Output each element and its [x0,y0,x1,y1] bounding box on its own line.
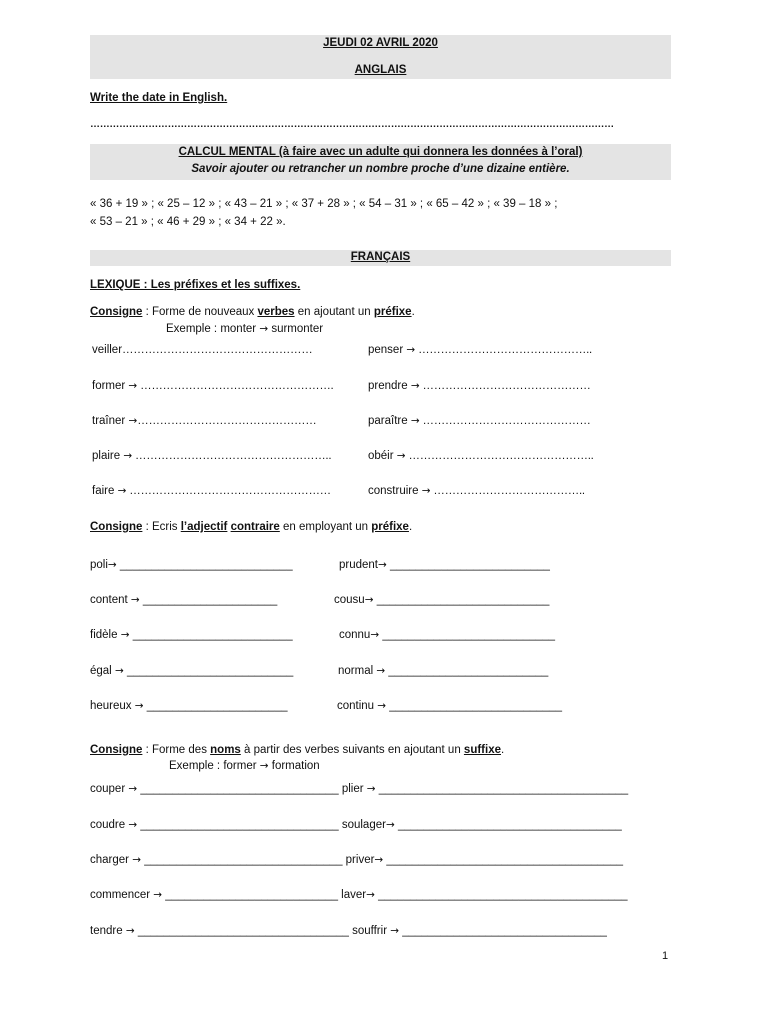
word: paraître [368,415,411,427]
word: heureux [90,700,135,712]
answer-dots: ………………………………………….. [405,450,594,462]
consigne-3 [90,744,504,756]
arrow-icon: → [364,594,374,606]
keyword-prefixe: préfixe [373,306,412,318]
consigne-1 [90,306,415,318]
exercise-row [92,485,331,497]
answer-dots: ………………………………………… [137,415,317,427]
arrow-icon: → [114,665,124,677]
word: cousu [334,594,365,606]
keyword-suffixe: suffixe [463,744,501,756]
exercise-row [92,450,331,462]
exercise-row [92,415,316,427]
keyword-contraire: contraire [230,521,280,533]
word: content [90,594,131,606]
calcul-line-1: « 36 + 19 » ; « 25 – 12 » ; « 43 – 21 » ; « 37 + 28 » ; « 54 – 31 » ; « 65 – 42 » ; « 39 – 18 » ; [90,198,558,210]
arrow-icon: → [128,819,138,831]
answer-line: _______________________________ [137,783,339,795]
answer-dots: ……………………………………………… [126,485,331,497]
arrow-icon: → [366,783,376,795]
arrow-icon: → [410,380,420,392]
answer-line: _________________________ [385,665,549,677]
consigne-text: . [501,744,505,756]
arrow-icon: → [125,925,135,937]
answer-line: _______________________________ [141,854,343,866]
english-answer-line: ……………………………………………………………………………………………………………………………………………… [90,119,614,130]
word: traîner [92,415,129,427]
answer-line: ______________________ [143,700,288,712]
consigne-label: Consigne [90,744,143,756]
example-text: Exemple : monter [166,323,260,335]
exercise-row [90,889,628,901]
arrow-icon: → [370,629,380,641]
answer-line: _____________________________________ [383,854,624,866]
word: normal [338,665,377,677]
calcul-subtitle: Savoir ajouter ou retrancher un nombre proche d’une dizaine entière. [191,163,570,175]
word: plier [338,783,367,795]
answer-line: _______________________________ [137,819,339,831]
exercise-row [338,665,548,677]
consigne-2 [90,521,412,533]
word: laver [337,889,367,901]
calcul-line-2: « 53 – 21 » ; « 46 + 29 » ; « 34 + 22 ». [90,216,286,228]
word: prudent [339,559,379,571]
word: souffrir [348,925,391,937]
arrow-icon: → [134,700,144,712]
answer-line: _____________________ [139,594,278,606]
consigne-text: : Forme de nouveaux [142,306,258,318]
answer-line: _______________________________________ [374,889,628,901]
arrow-icon: → [128,380,138,392]
english-instruction: Write the date in English. [90,92,228,104]
arrow-icon: → [117,485,127,497]
arrow-icon: → [396,450,406,462]
word: fidèle [90,629,121,641]
keyword-adjectif: l’adjectif [180,521,228,533]
answer-line: ___________________________________ [394,819,622,831]
answer-dots: …………………………………………… [122,344,313,356]
arrow-icon: → [377,700,387,712]
word: charger [90,854,133,866]
answer-dots: ……………………………………………. [137,380,334,392]
exercise-row [92,344,312,356]
exercise-row [90,559,293,571]
exercise-row [92,380,333,392]
lexique-title: LEXIQUE : Les préfixes et les suffixes. [90,279,301,291]
exercise-row [90,700,287,712]
word: obéir [368,450,397,462]
consigne-label: Consigne [90,306,143,318]
arrow-icon: → [128,415,138,427]
answer-line: _________________________ [386,559,550,571]
consigne-text: . [408,521,413,533]
word: couper [90,783,129,795]
exercise-row [90,629,293,641]
answer-line: ___________________________ [116,559,293,571]
answer-line: ________________________________ [399,925,607,937]
answer-line: __________________________ [123,665,294,677]
keyword-prefixe: préfixe [371,521,409,533]
example-text: formation [268,760,320,772]
arrow-icon: → [406,344,416,356]
word: penser [368,344,407,356]
answer-dots: …………………………………………….. [132,450,332,462]
answer-dots: ……………………………………… [419,380,591,392]
answer-line: ___________________________ [162,889,338,901]
exercise-row [368,344,592,356]
arrow-icon: → [259,323,269,335]
arrow-icon: → [366,889,375,901]
answer-dots: ………………………………….. [430,485,585,497]
consigne-text: à partir des verbes suivants en ajoutant un [240,744,464,756]
word: priver [342,854,375,866]
arrow-icon: → [259,760,269,772]
keyword-verbes: verbes [257,306,295,318]
exercise-row [339,629,555,641]
exercise-row [368,485,585,497]
exercise-row [337,700,562,712]
word: poli [90,559,108,571]
calcul-title: CALCUL MENTAL (à faire avec un adulte qui donnera les données à l’oral) [178,146,583,158]
word: commencer [90,889,154,901]
arrow-icon: → [123,450,133,462]
answer-line: _________________________ [129,629,293,641]
word: faire [92,485,118,497]
answer-dots: ……………………………………….. [415,344,592,356]
word: plaire [92,450,124,462]
exercise-row [90,925,607,937]
answer-line: ___________________________ [386,700,562,712]
word: veiller [92,344,123,356]
consigne-text: : Forme des [142,744,211,756]
example-text: Exemple : former [169,760,260,772]
arrow-icon: → [153,889,163,901]
arrow-icon: → [120,629,130,641]
arrow-icon: → [421,485,431,497]
word: égal [90,665,115,677]
word: prendre [368,380,411,392]
answer-line: _______________________________________ [375,783,629,795]
exercise-row [339,559,550,571]
exercise-row [90,665,293,677]
arrow-icon: → [410,415,420,427]
word: construire [368,485,422,497]
arrow-icon: → [132,854,141,866]
word: soulager [338,819,386,831]
arrow-icon: → [130,594,140,606]
arrow-icon: → [107,559,117,571]
example-1 [166,323,323,335]
word: tendre [90,925,126,937]
exercise-row [90,819,622,831]
exercise-row [368,415,591,427]
exercise-row [90,783,628,795]
arrow-icon: → [374,854,384,866]
consigne-text: . [411,306,415,318]
arrow-icon: → [128,783,138,795]
consigne-text: en ajoutant un [294,306,374,318]
consigne-text: : Ecris [142,521,181,533]
example-text: surmonter [268,323,324,335]
arrow-icon: → [376,665,386,677]
word: continu [337,700,378,712]
exercise-row [334,594,549,606]
arrow-icon: → [390,925,400,937]
answer-line: ___________________________ [379,629,556,641]
subject-heading: ANGLAIS [354,64,407,76]
answer-line: ___________________________ [373,594,550,606]
francais-title: FRANÇAIS [350,251,411,263]
exercise-row [90,594,277,606]
word: connu [339,629,371,641]
consigne-text: en employant un [279,521,372,533]
word: former [92,380,129,392]
word: coudre [90,819,129,831]
answer-dots: ……………………………………… [419,415,591,427]
exercise-row [368,380,591,392]
answer-line: _________________________________ [134,925,349,937]
arrow-icon: → [378,559,387,571]
date-heading: JEUDI 02 AVRIL 2020 [323,37,438,49]
keyword-noms: noms [210,744,241,756]
consigne-label: Consigne [90,521,143,533]
exercise-row [368,450,593,462]
arrow-icon: → [385,819,395,831]
exercise-row [90,854,623,866]
page-number: 1 [662,950,669,962]
example-3 [169,760,320,772]
